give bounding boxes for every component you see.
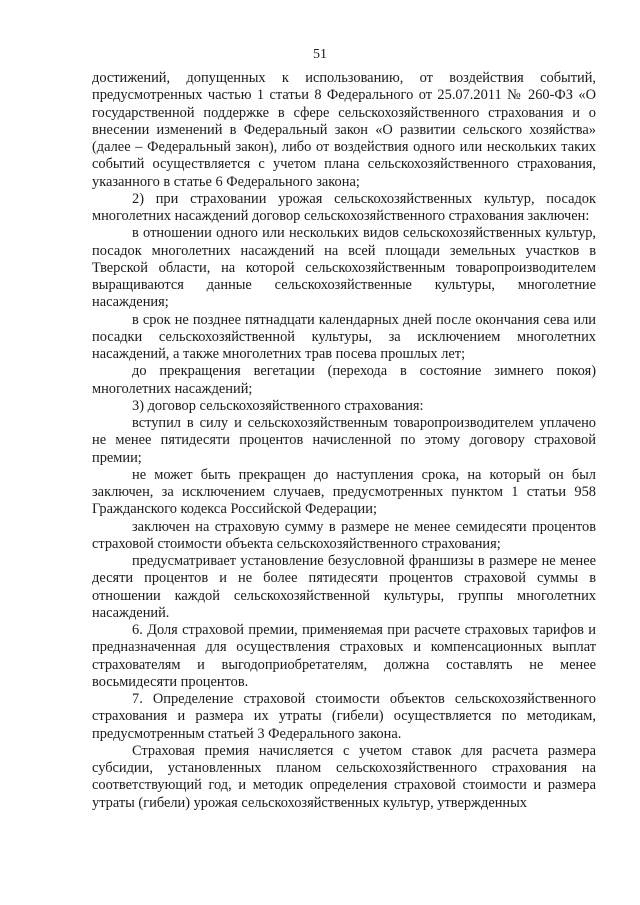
paragraph-item-2: 2) при страховании урожая сельскохозяйственных культур, посадок многолетних насаждений договор сельскохозяйственного страхования заключен: (92, 190, 596, 224)
page-number: 51 (313, 47, 327, 62)
paragraph-sowing-deadline: в срок не позднее пятнадцати календарных дней после окончания сева или посадки сельскохозяйственной культуры, за исключением многолетних насаждений, а также многолетних трав посева прошлых лет; (92, 311, 596, 362)
paragraph-insured-sum: заключен на страховую сумму в размере не менее семидесяти процентов страховой стоимости объекта сельскохозяйственного страхования; (92, 518, 596, 552)
paragraph-crops-area: в отношении одного или нескольких видов сельскохозяйственных культур, посадок многолетних насаждений на всей площади земельных участков в Тверской области, на которой сельскохозяйственным товаропроизводителем выращиваются данные сельскохозяйственные культуры, многолетние насаждения; (92, 225, 596, 311)
paragraph-item-3: 3) договор сельскохозяйственного страхования: (132, 397, 424, 414)
paragraph-franchise: предусматривает установление безусловной франшизы в размере не менее десяти процентов и не более пятидесяти процентов страховой суммы в отношении каждой сельскохозяйственной культуры, группы многолетних насаждений. (92, 553, 596, 621)
paragraph-continuation: достижений, допущенных к использованию, от воздействия событий, предусмотренных частью 1 статьи 8 Федерального от 25.07.2011 № 260-ФЗ «О государственной поддержке в сфере сельскохозяйственного страхования и о внесении изменений в Федеральный закон «О развитии сельского хозяйства» (далее – Федеральный закон), либо от воздействия одного или нескольких таких событий осуществляется с учетом плана сельскохозяйственного страхования, указанного в статье 6 Федерального закона; (92, 70, 596, 190)
document-body (92, 70, 596, 812)
paragraph-premium-calculation: Страховая премия начисляется с учетом ставок для расчета размера субсидии, установленных планом сельскохозяйственного страхования на соответствующий год, и методик определения страховой стоимости и размера утраты (гибели) урожая сельскохозяйственных культур, утвержденных (92, 742, 596, 811)
paragraph-premium-paid: вступил в силу и сельскохозяйственным товаропроизводителем уплачено не менее пятидесяти процентов начисленной по этому договору страховой премии; (92, 415, 596, 466)
paragraph-vegetation: до прекращения вегетации (перехода в состояние зимнего покоя) многолетних насаждений; (92, 363, 596, 397)
paragraph-section-6: 6. Доля страховой премии, применяемая при расчете страховых тарифов и предназначенная для осуществления страховых и компенсационных выплат страхователям и выгодоприобретателям, должна составлять не менее восьмидесяти процентов. (92, 622, 596, 690)
paragraph-termination: не может быть прекращен до наступления срока, на который он был заключен, за исключением случаев, предусмотренных пунктом 1 статьи 958 Гражданского кодекса Российской Федерации; (92, 466, 596, 518)
paragraph-section-7: 7. Определение страховой стоимости объектов сельскохозяйственного страхования и размера их утраты (гибели) осуществляется по методикам, предусмотренным статьей 3 Федерального закона. (92, 691, 596, 742)
